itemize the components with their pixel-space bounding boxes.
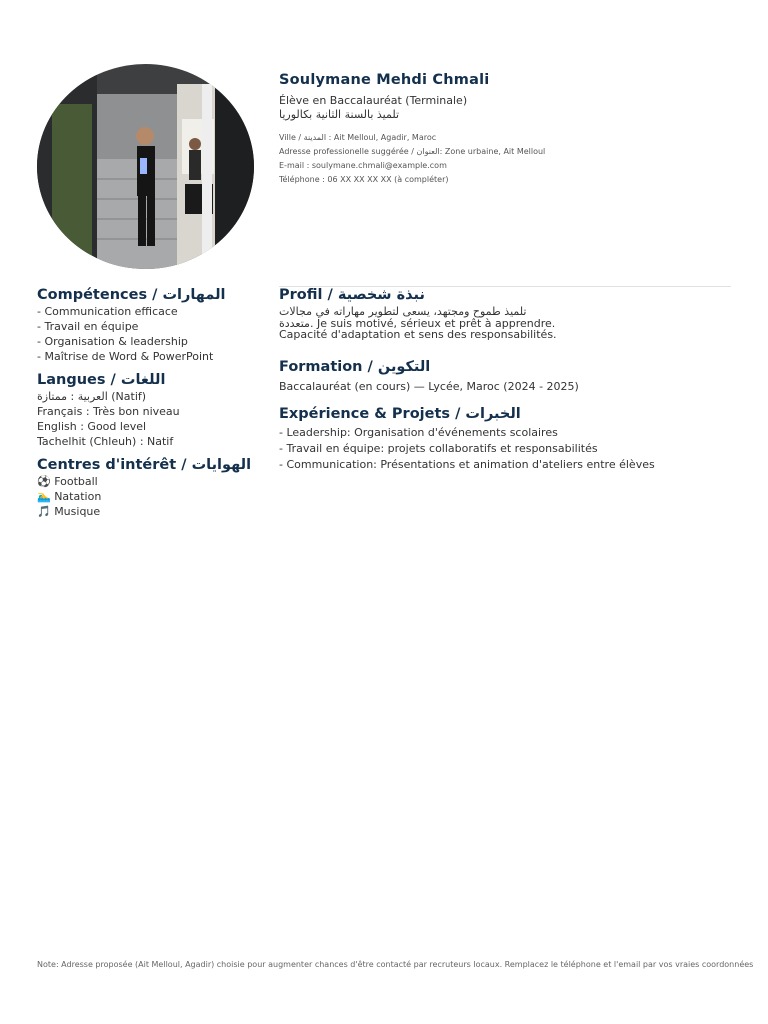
profile-text (279, 306, 749, 341)
experience-heading: Expérience & Projets / الخبرات (279, 405, 521, 422)
header (279, 72, 749, 187)
full-name: Soulymane Mehdi Chmali (279, 72, 490, 88)
list-item: English : Good level (37, 420, 147, 433)
list-item: 🏊‍♂ Natation (37, 490, 102, 503)
right-column (279, 286, 749, 473)
contact-block (279, 131, 749, 187)
languages-list (37, 389, 273, 449)
list-item: - Organisation & leadership (37, 335, 188, 348)
skills-heading: Compétences / المهارات (37, 287, 226, 303)
profile-line-ar: تلميذ طموح ومجتهد، يسعى لتطوير مهاراته في مجالات (279, 305, 527, 318)
profile-line-2: متعددة. Je suis motivé, sérieux et prêt à apprendre. (279, 316, 556, 330)
list-item: - Travail en équipe (37, 320, 139, 333)
left-column (37, 286, 273, 519)
education-heading: Formation / التكوين (279, 358, 431, 375)
profile-line-3: Capacité d'adaptation et sens des responsabilités. (279, 328, 557, 341)
languages-heading: Langues / اللغات (37, 372, 166, 388)
contact-email[interactable]: E-mail : soulymane.chmali@example.com (279, 161, 447, 170)
list-item: Français : Très bon niveau (37, 405, 180, 418)
subtitle-ar: تلميذ بالسنة الثانية بكالوريا (279, 108, 400, 121)
profile-photo (37, 64, 254, 269)
contact-phone[interactable]: Téléphone : 06 XX XX XX XX (à compléter) (279, 175, 449, 184)
contact-address: Adresse professionelle suggérée / العنوان: Zone urbaine, Ait Melloul (279, 147, 546, 156)
contact-city: Ville / المدينة : Ait Melloul, Agadir, Maroc (279, 133, 437, 142)
education-text: Baccalauréat (en cours) — Lycée, Maroc (2024 - 2025) (279, 379, 579, 393)
interests-heading: Centres d'intérêt / الهوايات (37, 457, 252, 473)
list-item: - Leadership: Organisation d'événements scolaires (279, 425, 558, 439)
list-item: Tachelhit (Chleuh) : Natif (37, 435, 174, 448)
interests-list (37, 474, 273, 519)
list-item: - Travail en équipe: projets collaboratifs et responsabilités (279, 441, 598, 455)
list-item: ⚽ Football (37, 475, 98, 488)
list-item: 🎵 Musique (37, 505, 101, 518)
list-item: - Maîtrise de Word & PowerPoint (37, 350, 214, 363)
profile-heading: Profil / نبذة شخصية (279, 287, 425, 303)
list-item: العربية : ممتازة (Natif) (37, 390, 147, 403)
subtitle-fr: Élève en Baccalauréat (Terminale) (279, 94, 468, 107)
skills-list (37, 304, 273, 364)
footer-note: Note: Adresse proposée (Ait Melloul, Agadir) choisie pour augmenter chances d'être contacté par recruteurs locaux. Remplacez le téléphone et l'email par vos vraies coordonnées (37, 960, 754, 969)
experience-list (279, 425, 749, 473)
list-item: - Communication: Présentations et animation d'ateliers entre élèves (279, 457, 655, 471)
list-item: - Communication efficace (37, 305, 178, 318)
